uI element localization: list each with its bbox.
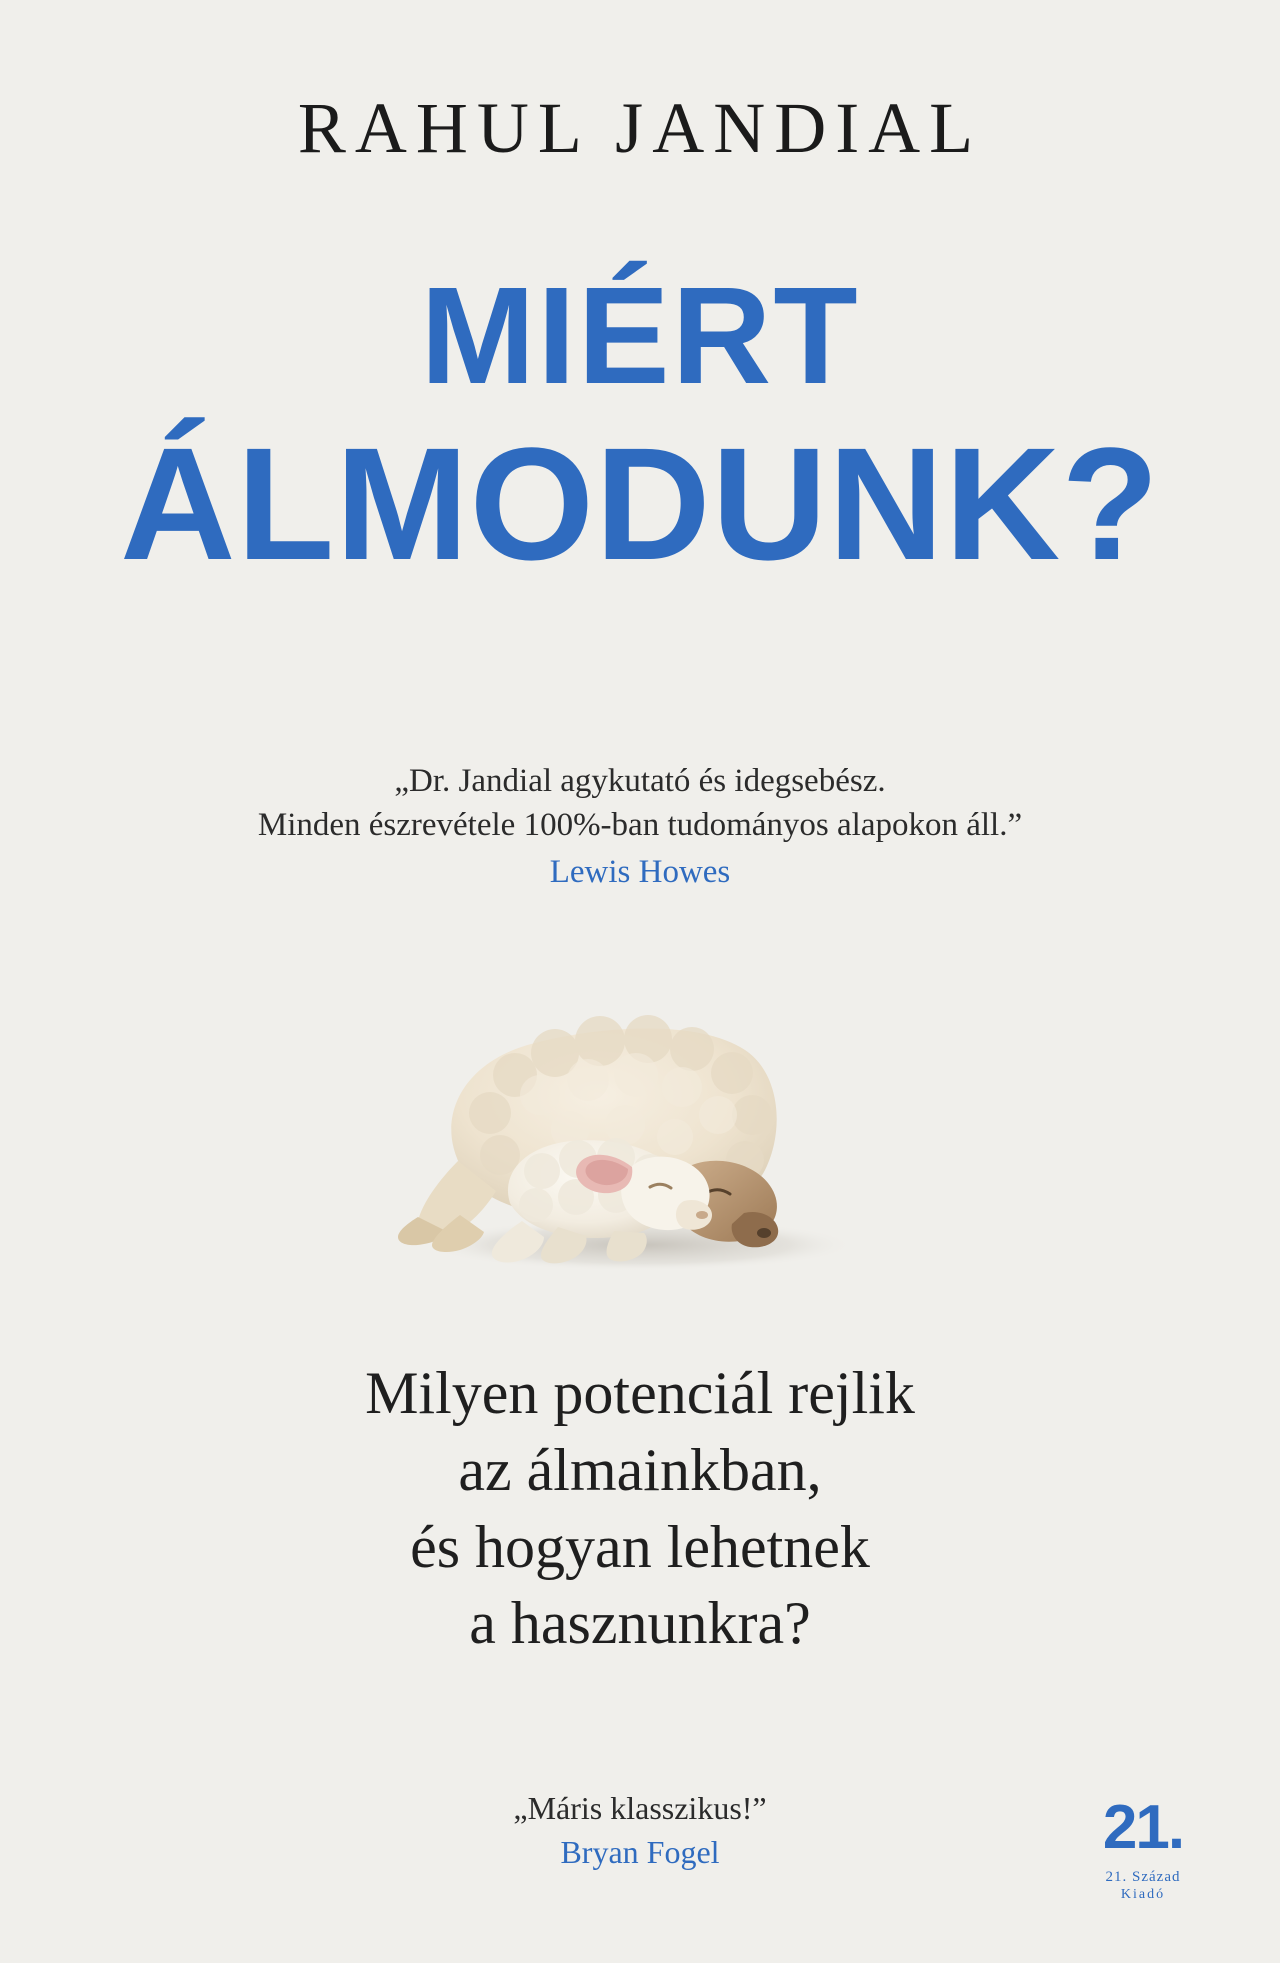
top-blurb-line-1: „Dr. Jandial agykutató és idegsebész. xyxy=(394,763,886,799)
title-line-1: MIÉRT xyxy=(420,259,860,413)
book-title xyxy=(0,259,1280,593)
subtitle-line-1: Milyen potenciál rejlik xyxy=(365,1360,915,1426)
top-blurb-line-2: Minden észrevétele 100%-ban tudományos alapokon áll.” xyxy=(257,806,1023,843)
publisher-name: 21. Század xyxy=(1105,1868,1181,1885)
publisher-mark: 21. xyxy=(1102,1792,1184,1862)
subtitle-line-4: a hasznunkra? xyxy=(469,1590,811,1657)
title-line-2: ÁLMODUNK? xyxy=(120,413,1160,593)
book-subtitle xyxy=(0,1355,1280,1662)
subtitle-line-2: az álmainkban, xyxy=(458,1436,822,1503)
publisher-logo xyxy=(1068,1792,1218,1903)
publisher-subtitle: Kiadó xyxy=(1120,1887,1166,1902)
bottom-blurb-quote: „Máris klasszikus!” xyxy=(513,1790,767,1826)
sheep-photo xyxy=(340,965,940,1285)
top-blurb-attribution: Lewis Howes xyxy=(549,854,731,891)
subtitle-line-3: és hogyan lehetnek xyxy=(410,1513,870,1580)
top-blurb xyxy=(0,760,1280,895)
bottom-blurb-attribution: Bryan Fogel xyxy=(560,1833,720,1870)
author-name: RAHUL JANDIAL xyxy=(297,88,983,168)
